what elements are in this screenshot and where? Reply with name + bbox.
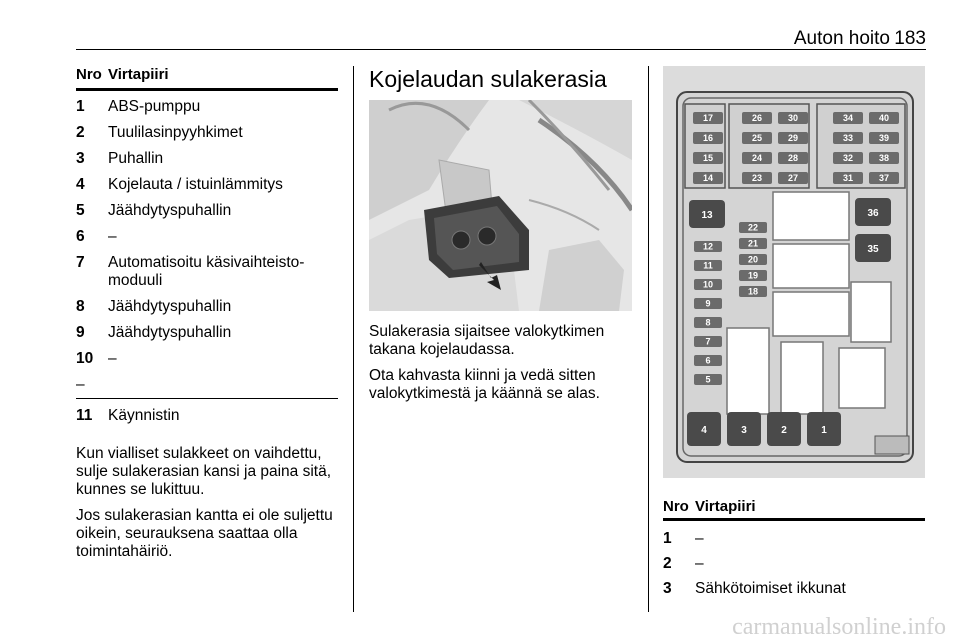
row-number: 3	[663, 580, 672, 597]
fuse-label: 28	[787, 153, 799, 163]
row-number: 6	[76, 228, 85, 245]
fuse-8	[694, 317, 722, 328]
table-row-continuation	[76, 376, 338, 394]
table-header-rule	[663, 518, 925, 521]
row-circuit: ABS-pumppu	[108, 98, 201, 115]
fuse-label: 40	[878, 113, 890, 123]
fuse-23	[742, 172, 772, 184]
fuse-29	[778, 132, 808, 144]
fuse-34	[833, 112, 863, 124]
fuse-label: 21	[747, 238, 759, 249]
fuse-40	[869, 112, 899, 124]
row-circuit: Puhallin	[108, 150, 164, 167]
fuse-28	[778, 152, 808, 164]
fuse-box-location-illustration	[369, 100, 632, 311]
row-circuit: –	[695, 530, 704, 547]
fuse-5	[694, 374, 722, 385]
fuse-4	[687, 412, 721, 446]
fuse-20	[739, 254, 767, 265]
table-row	[663, 555, 925, 573]
fuse-label: 22	[747, 222, 759, 233]
row-circuit: Jäähdytyspuhallin	[108, 324, 232, 341]
fuse-label: 20	[747, 254, 759, 265]
fuse-label: 27	[787, 173, 799, 183]
table-row	[76, 150, 338, 168]
fuse-label: 4	[701, 425, 707, 436]
table-row	[663, 580, 925, 598]
row-circuit: Kojelauta / istuinlämmitys	[108, 176, 283, 193]
fuse-label: 9	[705, 298, 711, 309]
fuse-31	[833, 172, 863, 184]
fuse-17	[693, 112, 723, 124]
row-circuit: Jäähdytyspuhallin	[108, 298, 232, 315]
row-number: 1	[663, 530, 672, 547]
fuse-label: 23	[751, 173, 763, 183]
table-header-rule	[76, 88, 338, 91]
fuse-label: 33	[842, 133, 854, 143]
fuse-27	[778, 172, 808, 184]
fuse-label: 37	[878, 173, 890, 183]
watermark: carmanualsonline.info	[732, 614, 946, 640]
table-row	[76, 298, 338, 316]
fuse-9	[694, 298, 722, 309]
fuse-30	[778, 112, 808, 124]
row-number: 3	[76, 150, 85, 167]
fuse-18	[739, 286, 767, 297]
body-paragraph: Kun vialliset sulakkeet on vaihdettu, sulje sulakerasian kansi ja paina sitä, kunnes se lukittuu.	[76, 445, 332, 498]
fuse-label: 8	[705, 317, 711, 328]
fuse-label: 5	[705, 374, 711, 385]
col-circuit-header: Virtapiiri	[695, 498, 756, 515]
col-nro-header: Nro	[663, 498, 689, 515]
row-continuation-text: –	[76, 376, 85, 393]
table-row	[76, 176, 338, 194]
fuse-1	[807, 412, 841, 446]
fuse-16	[693, 132, 723, 144]
fuse-21	[739, 238, 767, 249]
body-paragraph: Jos sulakerasian kantta ei ole suljettu oikein, seurauksena saattaa olla toimintahäiriö.	[76, 507, 333, 560]
fuse-12	[694, 241, 722, 252]
row-number: 8	[76, 298, 85, 315]
row-number: 10	[76, 350, 94, 367]
table-row	[76, 324, 338, 342]
row-circuit-line1: Automatisoitu käsivaihteisto-	[108, 254, 305, 271]
col-circuit-header: Virtapiiri	[108, 66, 169, 83]
body-paragraph: Sulakerasia sijaitsee valokytkimen takana kojelaudassa.	[369, 323, 605, 358]
fuse-14	[693, 172, 723, 184]
fuse-10	[694, 279, 722, 290]
row-number: 1	[76, 98, 85, 115]
row-circuit-line2: moduuli	[108, 272, 163, 289]
fuse-26	[742, 112, 772, 124]
fuse-7	[694, 336, 722, 347]
fuse-15	[693, 152, 723, 164]
row-circuit: Käynnistin	[108, 407, 180, 424]
body-paragraph: Ota kahvasta kiinni ja vedä sitten valokytkimestä ja käännä se alas.	[369, 367, 600, 402]
fuse-label: 29	[787, 133, 799, 143]
row-circuit	[108, 254, 338, 290]
fuse-label: 1	[821, 425, 827, 436]
fuse-19	[739, 270, 767, 281]
row-number: 2	[663, 555, 672, 572]
fuse-label: 18	[747, 286, 759, 297]
fuse-label: 24	[751, 153, 763, 163]
row-number: 9	[76, 324, 85, 341]
row-circuit: Jäähdytyspuhallin	[108, 202, 232, 219]
table-row	[663, 530, 925, 548]
row-circuit: Sähkötoimiset ikkunat	[695, 580, 846, 597]
dashboard-photo-svg	[369, 100, 632, 311]
fuse-6	[694, 355, 722, 366]
fuse-38	[869, 152, 899, 164]
left-fuse-table	[76, 66, 338, 561]
fuse-label: 26	[751, 113, 763, 123]
fuse-label: 13	[701, 210, 713, 221]
fuse-37	[869, 172, 899, 184]
row-circuit: Tuulilasinpyyhkimet	[108, 124, 243, 141]
table-row	[76, 202, 338, 220]
row-circuit: –	[108, 228, 117, 245]
row-number: 11	[76, 407, 93, 424]
row-number: 5	[76, 202, 85, 219]
fuse-label: 6	[705, 355, 711, 366]
fuse-label: 30	[787, 113, 799, 123]
table-row	[76, 254, 338, 290]
row-circuit: –	[108, 350, 117, 367]
fuse-diagram-svg	[663, 66, 925, 478]
table-header	[663, 498, 925, 515]
row-number: 2	[76, 124, 85, 141]
right-fuse-table	[663, 498, 925, 598]
fuse-label: 38	[878, 153, 890, 163]
fuse-label: 39	[878, 133, 890, 143]
table-header	[76, 66, 338, 83]
fuse-36	[855, 198, 891, 226]
fuse-22	[739, 222, 767, 233]
fuse-label: 25	[751, 133, 763, 143]
page-number: 183	[894, 28, 926, 49]
fuse-label: 35	[867, 244, 879, 255]
fuse-label: 19	[747, 270, 759, 281]
fuse-label: 7	[705, 336, 711, 347]
table-separator	[76, 398, 338, 399]
running-header-title: Auton hoito	[793, 28, 890, 49]
fuse-39	[869, 132, 899, 144]
col-nro-header: Nro	[76, 66, 102, 83]
table-row	[76, 407, 338, 425]
row-circuit: –	[695, 555, 704, 572]
fuse-label: 14	[702, 173, 714, 183]
fuse-33	[833, 132, 863, 144]
fuse-13	[689, 200, 725, 228]
row-number: 4	[76, 176, 85, 193]
fuse-label: 12	[702, 241, 714, 252]
fuse-label: 36	[867, 208, 879, 219]
fuse-label: 3	[741, 425, 747, 436]
column-divider-right	[648, 66, 649, 612]
fuse-label: 34	[842, 113, 854, 123]
fuse-label: 32	[842, 153, 854, 163]
table-row	[76, 228, 338, 246]
fuse-24	[742, 152, 772, 164]
header-rule	[76, 49, 926, 50]
table-row	[76, 98, 338, 116]
fuse-2	[767, 412, 801, 446]
fuse-box-diagram	[663, 66, 925, 478]
row-number: 7	[76, 254, 85, 271]
table-row	[76, 350, 338, 368]
column-divider-left	[353, 66, 354, 612]
section-heading: Kojelaudan sulakerasia	[369, 66, 607, 92]
fuse-label: 17	[702, 113, 714, 123]
table-row	[76, 124, 338, 142]
fuse-label: 16	[702, 133, 714, 143]
fuse-label: 10	[702, 279, 714, 290]
fuse-3	[727, 412, 761, 446]
fuse-25	[742, 132, 772, 144]
fuse-label: 31	[842, 173, 854, 183]
fuse-label: 2	[781, 425, 787, 436]
fuse-11	[694, 260, 722, 271]
fuse-32	[833, 152, 863, 164]
fuse-label: 15	[702, 153, 714, 163]
fuse-label: 11	[703, 260, 713, 271]
fuse-35	[855, 234, 891, 262]
